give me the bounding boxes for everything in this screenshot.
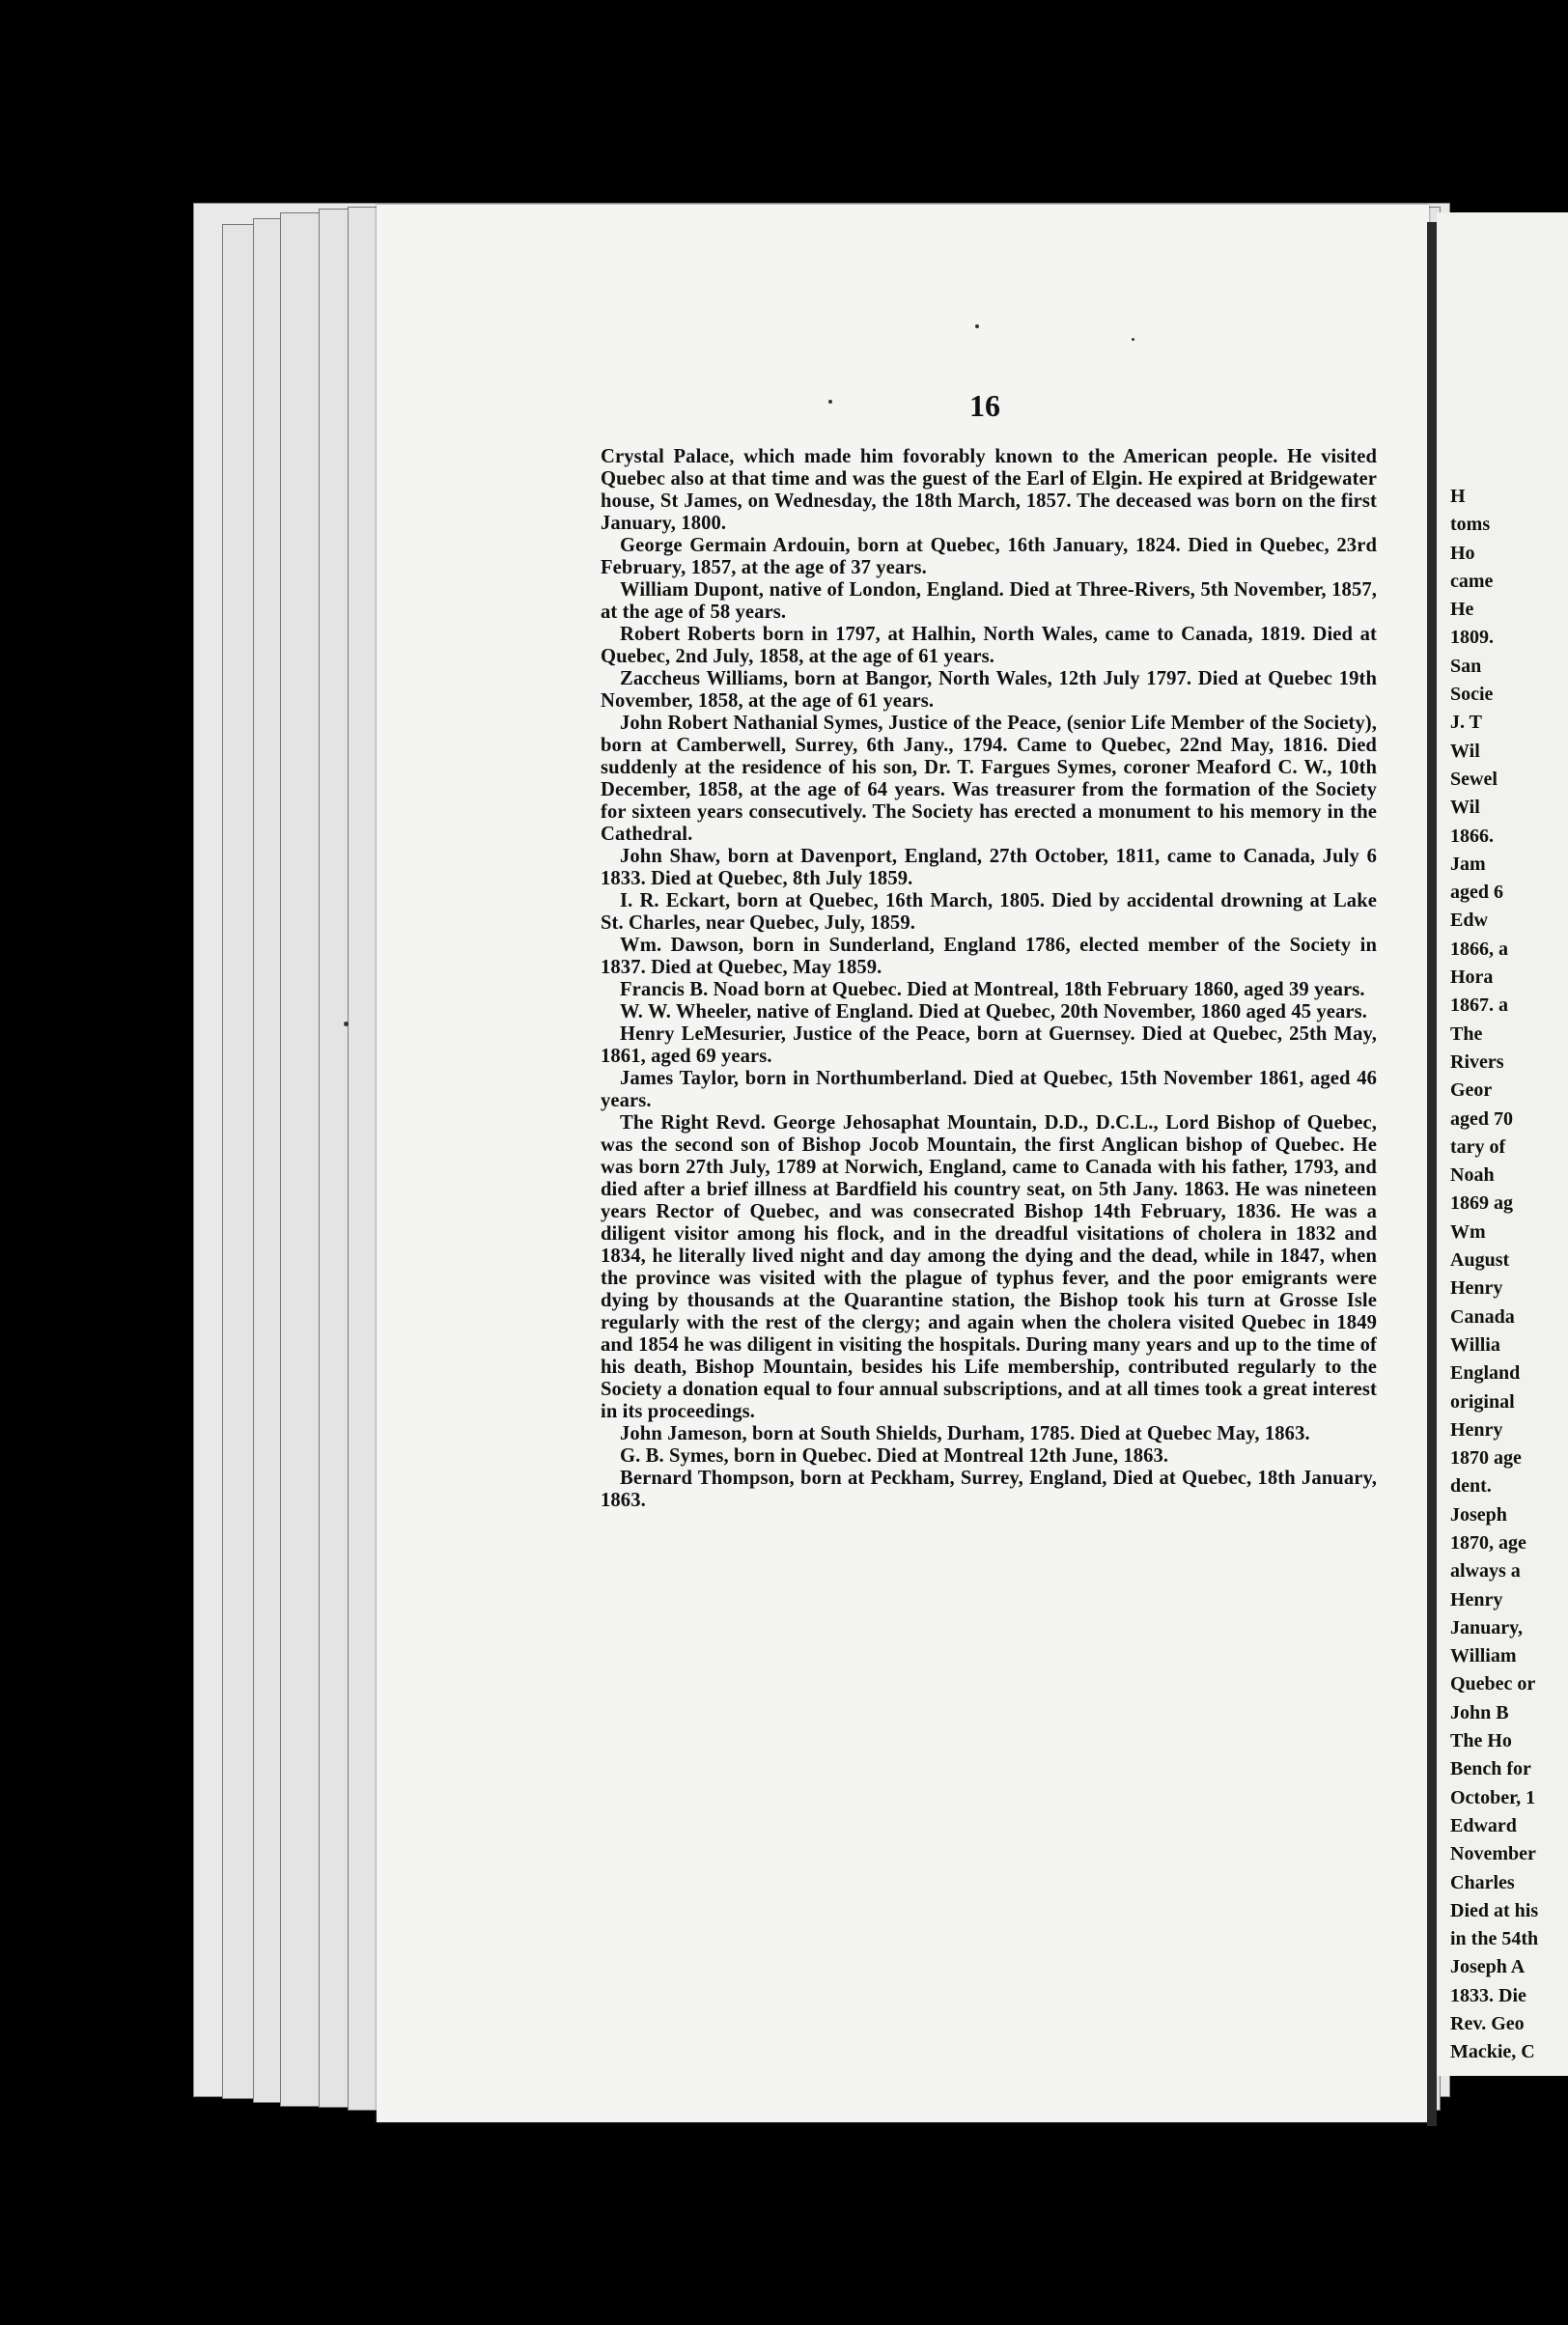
facing-page-text [1450,483,1568,2067]
paragraph-symes: John Robert Nathanial Symes, Justice of the Peace, (senior Life Member of the Society), born at Camberwell, Surrey, 6th Jany., 1794. Came to Quebec, 22nd May, 1816. Died suddenly at the residence of his son, Dr. T. Fargues Symes, coroner Meaford C. W., 10th December, 1858, at the age of 64 years. Was treasurer from the formation of the Society for sixteen years consecutively. The Society has erected a monument to his memory in the Cathedral. [601,713,1377,845]
facing-page-line: William [1450,1645,1517,1667]
book-gutter [1427,222,1437,2126]
facing-page-line: San [1450,655,1482,677]
facing-page-line: 1833. Die [1450,1984,1526,2006]
paragraph-g-b-symes: G. B. Symes, born in Quebec. Died at Montreal 12th June, 1863. [620,1445,1169,1467]
facing-page-line: Noah [1450,1164,1495,1187]
facing-page-line: January, [1450,1616,1524,1639]
facing-page-line: November [1450,1843,1536,1865]
facing-page-line: Charles [1450,1871,1515,1893]
facing-page-line: Sewel [1450,768,1498,790]
facing-page-line: Wm [1450,1220,1486,1243]
facing-page-line: 1866. [1450,825,1494,847]
paragraph-noad: Francis B. Noad born at Quebec. Died at Montreal, 18th February 1860, aged 39 years. [620,979,1365,1000]
facing-page-line: in the 54th [1450,1928,1539,1950]
paragraph-williams: Zaccheus Williams, born at Bangor, North Wales, 12th July 1797. Died at Quebec 19th November, 1858, at the age of 61 years. [601,668,1377,712]
facing-page-line: H [1450,486,1466,507]
facing-page-line: August [1450,1249,1510,1272]
facing-page-line: Died at his [1450,1899,1539,1921]
facing-page-line: He [1450,599,1474,621]
paragraph-jameson: John Jameson, born at South Shields, Durham, 1785. Died at Quebec May, 1863. [620,1423,1310,1444]
facing-page-line: 1809. [1450,627,1494,649]
paragraph-wheeler: W. W. Wheeler, native of England. Died at Quebec, 20th November, 1860 aged 45 years. [620,1001,1368,1022]
facing-page-line: Bench for [1450,1758,1531,1780]
paragraph-bishop-mountain: The Right Revd. George Jehosaphat Mountain, D.D., D.C.L., Lord Bishop of Quebec, was the second son of Bishop Jocob Mountain, the first Anglican bishop of Quebec. He was born 27th July, 1789 at Norwich, England, came to Canada with his father, 1793, and died after a brief illness at Bardfield his country seat, on 5th Jany. 1863. He was nineteen years Rector of Quebec, and was consecrated Bishop 14th February, 1836. He was a diligent visitor among his flock, and in the dreadful visitations of cholera in 1832 and 1834, he literally lived night and day among the dying and the dead, while in 1847, when the province was visited with the plague of typhus fever, and the poor emigrants were dying by thousands at the Quarantine station, the Bishop took his turn at Grosse Isle regularly with the rest of the clergy; and again when the cholera visited Quebec in 1849 and 1854 he was diligent in visiting the hospitals. During many years and up to the time of his death, Bishop Mountain, besides his Life membership, contributed regularly to the Society a donation equal to four annual subscriptions, and at all times took a great interest in its proceedings. [601,1112,1377,1422]
facing-page-line: Willia [1450,1333,1500,1356]
facing-page-line: toms [1450,514,1491,536]
facing-page-line: Rev. Geo [1450,2013,1525,2035]
facing-page-line: 1870, age [1450,1531,1526,1554]
facing-page-line: Quebec or [1450,1673,1536,1695]
facing-page-line: Henry [1450,1277,1503,1300]
facing-page-line: Henry [1450,1588,1503,1611]
page-number: 16 [969,388,1000,423]
paragraph-lemesurier: Henry LeMesurier, Justice of the Peace, born at Guernsey. Died at Quebec, 25th May, 1861, aged 69 years. [601,1023,1377,1067]
paragraph-thompson: Bernard Thompson, born at Peckham, Surrey, England, Died at Quebec, 18th January, 1863. [601,1468,1377,1511]
facing-page-line: Socie [1450,684,1494,706]
page-speck [975,324,979,328]
paragraph-taylor: James Taylor, born in Northumberland. Died at Quebec, 15th November 1861, aged 46 years. [601,1068,1377,1111]
facing-page-line: aged 6 [1450,882,1503,904]
paragraph-dawson: Wm. Dawson, born in Sunderland, England 1786, elected member of the Society in 1837. Died at Quebec, May 1859. [601,935,1377,978]
facing-page-line: Geor [1450,1079,1493,1102]
facing-page-line: aged 70 [1450,1107,1513,1130]
facing-page-line: October, 1 [1450,1786,1536,1808]
facing-page-line: Hora [1450,966,1494,989]
page-speck [344,1022,349,1026]
paragraph-ardouin: George Germain Ardouin, born at Quebec, 16th January, 1824. Died in Quebec, 23rd February, 1857, at the age of 37 years. [601,535,1377,578]
facing-page-line: Ho [1450,542,1475,564]
page-speck [1132,338,1134,341]
facing-page-line: 1866, a [1450,938,1508,960]
facing-page-line: always a [1450,1560,1521,1583]
facing-page-line: Jam [1450,853,1486,875]
facing-page-line: Mackie, C [1450,2041,1535,2063]
facing-page-line: original [1450,1390,1515,1413]
facing-page-line: The [1450,1022,1483,1045]
facing-page-line: J. T [1450,712,1482,734]
facing-page-line: Joseph A [1450,1956,1526,1978]
facing-page-line: 1869 ag [1450,1192,1513,1215]
facing-page-line: Canada [1450,1305,1515,1328]
page-speck [828,400,832,404]
paragraph-roberts: Robert Roberts born in 1797, at Halhin, North Wales, came to Canada, 1819. Died at Quebec, 2nd July, 1858, at the age of 61 years. [601,624,1377,667]
facing-page-line: Wil [1450,797,1480,819]
facing-page-line: Wil [1450,740,1480,762]
facing-page-line: Rivers [1450,1050,1504,1073]
facing-page-line: 1867. a [1450,994,1508,1017]
facing-page-line: Henry [1450,1418,1503,1441]
facing-page-line: came [1450,570,1494,592]
paragraph-crystal-palace: Crystal Palace, which made him fovorably known to the American people. He visited Quebec also at that time and was the guest of the Earl of Elgin. He expired at Bridgewater house, St James, on Wednesday, the 18th March, 1857. The deceased was born on the first January, 1800. [601,446,1377,534]
paragraph-eckart: I. R. Eckart, born at Quebec, 16th March, 1805. Died by accidental drowning at Lake St. Charles, near Quebec, July, 1859. [601,890,1377,934]
facing-page-line: Edward [1450,1814,1517,1836]
facing-page [1437,212,1568,2076]
facing-page-line: 1870 age [1450,1447,1522,1470]
facing-page-line: England [1450,1362,1521,1385]
page-body-text [601,446,1377,1512]
paragraph-dupont: William Dupont, native of London, England. Died at Three-Rivers, 5th November, 1857, at the age of 58 years. [601,579,1377,623]
facing-page-line: The Ho [1450,1730,1512,1752]
facing-page-line: Edw [1450,910,1488,932]
facing-page-line: John B [1450,1701,1509,1723]
facing-page-line: Joseph [1450,1503,1507,1526]
facing-page-line: tary of [1450,1135,1506,1158]
paragraph-shaw: John Shaw, born at Davenport, England, 27th October, 1811, came to Canada, July 6 1833. Died at Quebec, 8th July 1859. [601,846,1377,889]
facing-page-line: dent. [1450,1475,1492,1498]
